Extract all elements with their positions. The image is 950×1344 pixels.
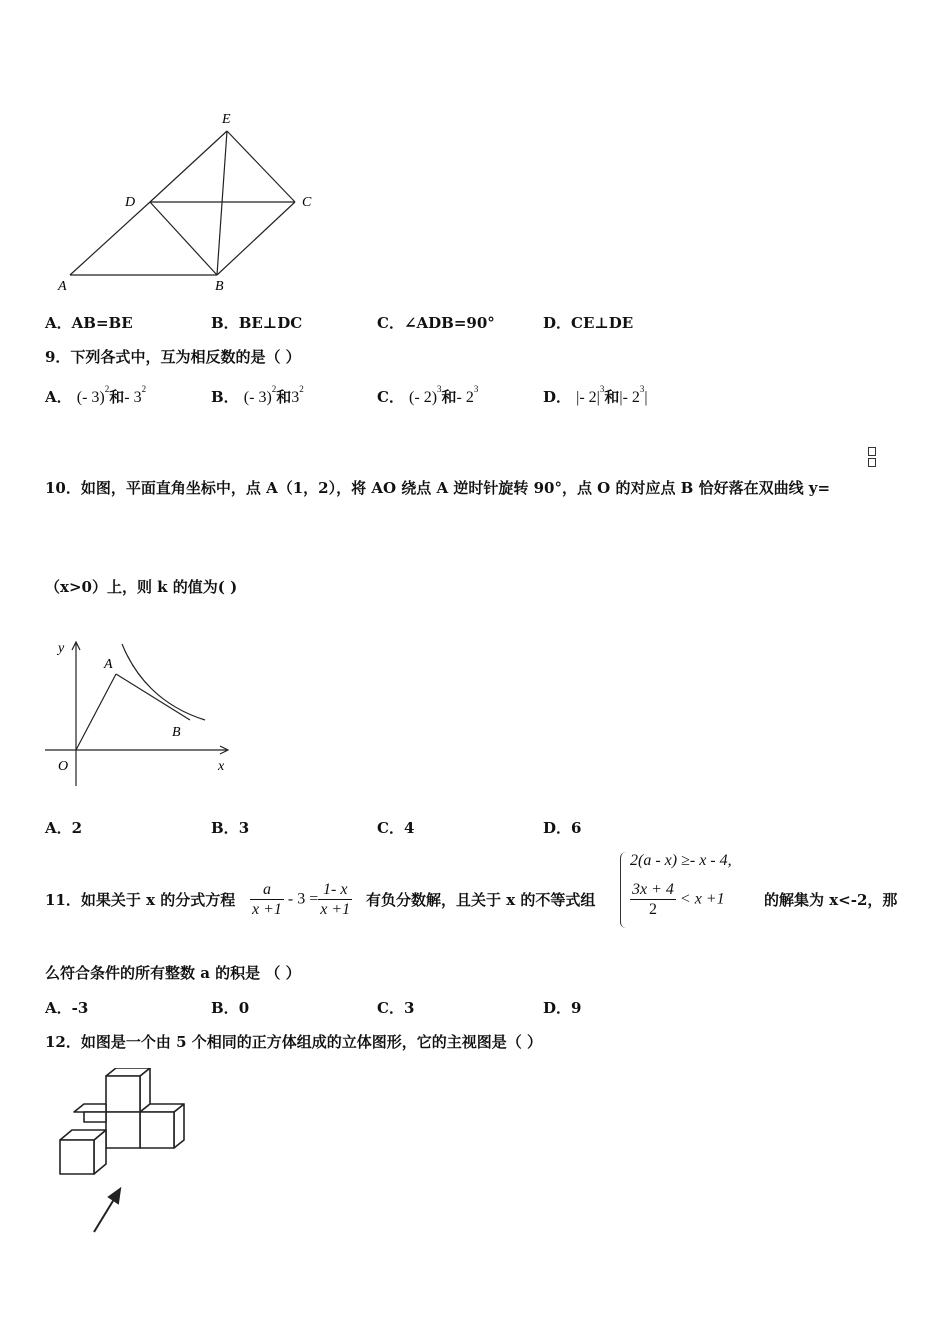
option-key: B．: [211, 819, 239, 837]
option-key: B．: [211, 314, 239, 332]
cube-left-front: [60, 1140, 94, 1174]
q11-stem-part1: 11．如果关于 x 的分式方程: [45, 891, 236, 909]
expr-right: $3^2$: [291, 384, 304, 406]
segment-EB: [217, 131, 227, 275]
and-word: 和: [276, 388, 292, 406]
option-text: 4: [403, 819, 415, 837]
option-text: 6: [571, 819, 582, 837]
label-B: B: [172, 725, 181, 740]
label-x: x: [218, 759, 225, 774]
option-text: CE⊥DE: [571, 314, 634, 332]
and-word: 和: [604, 388, 620, 406]
option-text: 3: [238, 819, 250, 837]
q8-option-c[interactable]: [377, 312, 495, 333]
q8-option-a[interactable]: [45, 312, 133, 333]
view-direction-arrow: [94, 1196, 116, 1232]
option-text: 9: [571, 999, 582, 1017]
expr-left: |- $2|^3$: [576, 384, 605, 406]
label-D: D: [125, 195, 136, 210]
label-O: O: [58, 759, 69, 774]
cube-middle-front: [106, 1112, 140, 1148]
label-A: A: [58, 279, 67, 294]
segment-AB: [116, 674, 190, 720]
fraction-glyph-icon: [868, 447, 876, 471]
q11-stem-part2: 有负分数解，且关于 x 的不等式组: [366, 891, 596, 909]
minus-three: - 3 =: [287, 890, 319, 908]
label-y: y: [58, 641, 65, 656]
option-key: B．: [211, 388, 239, 406]
fraction-1-minus-x-over-x-plus-1: $\frac{1- x}{x +1}$: [320, 881, 351, 919]
q8-option-d[interactable]: [543, 312, 633, 333]
option-key: D．: [543, 388, 572, 406]
option-key: A．: [45, 999, 72, 1017]
option-key: C．: [377, 314, 404, 332]
inequality-line-2: $\frac{3x + 4}{2}$ < x +1: [632, 881, 725, 919]
option-text: BE⊥DC: [238, 314, 303, 332]
cube-right-front: [140, 1112, 174, 1148]
q11-equation: [250, 880, 352, 919]
option-key: A．: [45, 314, 72, 332]
q10-option-d[interactable]: [543, 817, 581, 838]
option-key: C．: [377, 819, 404, 837]
option-text: 3: [403, 999, 415, 1017]
option-key: B．: [211, 999, 239, 1017]
q11-option-a[interactable]: [45, 997, 88, 1018]
segment-EC: [227, 131, 295, 202]
cube-back-front: [84, 1112, 106, 1122]
q10-option-a[interactable]: [45, 817, 82, 838]
segment-OA: [76, 674, 116, 750]
q9-option-c[interactable]: [377, 386, 478, 407]
fraction-3x-plus-4-over-2: $\frac{3x + 4}{2}$: [632, 881, 674, 919]
label-C: C: [302, 195, 312, 210]
option-text: ∠ADB=90°: [403, 314, 495, 332]
option-text: -3: [71, 999, 89, 1017]
q10-stem: 10．如图，平面直角坐标中，点 A（1，2），将 AO 绕点 A 逆时针旋转 90°，点 O 的对应点 B 恰好落在双曲线 y=: [45, 479, 831, 497]
q11-option-c[interactable]: [377, 997, 414, 1018]
cube-top-front: [106, 1076, 140, 1112]
option-text: 0: [238, 999, 250, 1017]
option-key: A．: [45, 388, 72, 406]
segment-CB: [217, 202, 295, 275]
label-A: A: [104, 657, 113, 672]
q9-stem: 9．下列各式中，互为相反数的是（ ）: [45, 348, 301, 366]
expr-left: (- 3)$^2$: [76, 384, 110, 406]
option-text: 2: [71, 819, 83, 837]
q10-figure: [40, 636, 235, 791]
q10-option-b[interactable]: [211, 817, 249, 838]
cube-back-lid: [74, 1104, 106, 1112]
expr-right: - $2^3$: [456, 384, 479, 406]
option-key: D．: [543, 819, 572, 837]
expr-left: (- 2)$^3$: [409, 384, 442, 406]
q8-figure: [50, 105, 330, 300]
option-key: A．: [45, 819, 72, 837]
option-text: AB=BE: [71, 314, 133, 332]
arrow-head-icon: [109, 1189, 120, 1203]
q9-option-d[interactable]: [543, 386, 648, 407]
label-B: B: [215, 279, 224, 294]
q11-option-b[interactable]: [211, 997, 249, 1018]
segment-AD: [70, 202, 150, 275]
q12-cube-figure: [50, 1068, 200, 1243]
inequality-brace-icon: [620, 852, 629, 928]
q8-option-b[interactable]: [211, 312, 302, 333]
expr-right: |- $2^3|$: [619, 384, 648, 406]
option-key: C．: [377, 388, 404, 406]
segment-DE: [150, 131, 227, 202]
option-key: C．: [377, 999, 404, 1017]
expr-right: - $3^2$: [124, 384, 147, 406]
option-key: D．: [543, 314, 572, 332]
q11-stem-part4: 么符合条件的所有整数 a 的积是 （ ）: [45, 964, 301, 982]
expr-left: (- 3)$^2$: [243, 384, 277, 406]
q10-stem-continued: （x>0）上，则 k 的值为( ): [45, 578, 238, 596]
and-word: 和: [109, 388, 125, 406]
and-word: 和: [441, 388, 457, 406]
fraction-a-over-x-plus-1: $\frac{a}{x +1}$: [252, 881, 282, 919]
q9-option-a[interactable]: [45, 386, 146, 407]
option-key: D．: [543, 999, 572, 1017]
inequality-line-1: 2(a - x) ≥- x - 4,: [630, 852, 732, 869]
segment-DB: [150, 202, 217, 275]
hyperbola-curve: [122, 644, 205, 720]
q10-option-c[interactable]: [377, 817, 414, 838]
label-E: E: [222, 112, 231, 127]
q11-option-d[interactable]: [543, 997, 581, 1018]
q12-stem: 12．如图是一个由 5 个相同的正方体组成的立体图形，它的主视图是（ ）: [45, 1033, 542, 1051]
q11-stem-part3: 的解集为 x<-2，那: [764, 891, 898, 909]
q9-option-b[interactable]: [211, 386, 304, 407]
